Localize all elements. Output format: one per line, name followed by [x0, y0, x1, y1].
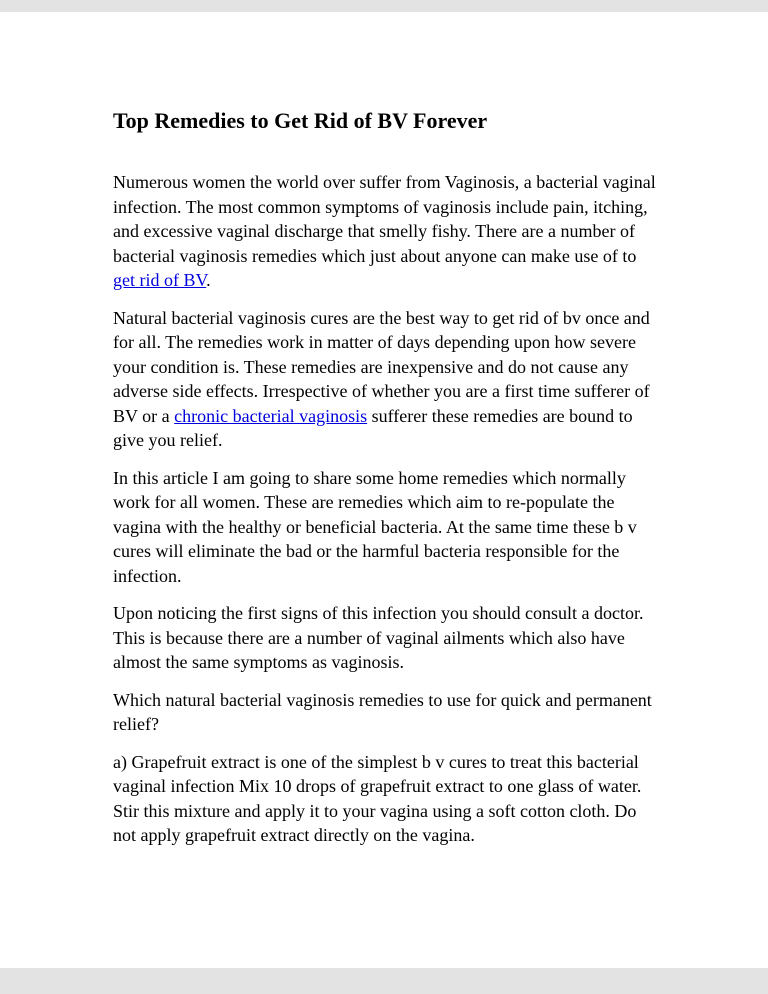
- paragraph-home-remedies: [113, 466, 658, 589]
- paragraph-text: Numerous women the world over suffer from Vaginosis, a bacterial vaginal infection. The most common symptoms of vaginosis include pain, itching, and excessive vaginal discharge that smelly fishy. There are a number of bacterial vaginosis remedies which just about anyone can make use of to: [113, 172, 656, 266]
- paragraph-text: Natural bacterial vaginosis cures are the best way to get rid of bv once and for all. The remedies work in matter of days depending upon how severe your condition is. These remedies are inexpensive and do not cause any adverse side effects. Irrespective of whether you are a first time sufferer of BV or a: [113, 307, 650, 426]
- inline-link-chronic-bacterial-vaginosis[interactable]: chronic bacterial vaginosis: [174, 405, 368, 426]
- paragraph-grapefruit-extract: [113, 750, 658, 848]
- paragraph-consult-doctor: [113, 601, 658, 675]
- inline-link-get-rid-of-bv[interactable]: get rid of BV: [113, 270, 207, 290]
- document-page: [0, 12, 768, 968]
- paragraph-natural-cures: [113, 306, 658, 453]
- paragraph-text: Which natural bacterial vaginosis remedies to use for quick and permanent relief?: [113, 689, 652, 734]
- paragraph-intro: [113, 170, 658, 293]
- paragraph-text: a) Grapefruit extract is one of the simplest b v cures to treat this bacterial vaginal infection Mix 10 drops of grapefruit extract to one glass of water. Stir this mixture and apply it to your vagina using a soft cotton cloth. Do not apply grapefruit extract directly on the vagina.: [113, 751, 642, 845]
- paragraph-text: sufferer these remedies are bound to give you relief.: [113, 405, 633, 450]
- document-title: Top Remedies to Get Rid of BV Forever: [113, 108, 488, 133]
- paragraph-text: Upon noticing the first signs of this infection you should consult a doctor. This is because there are a number of vaginal ailments which also have almost the same symptoms as vaginosis.: [113, 603, 644, 672]
- paragraph-question: [113, 688, 658, 737]
- paragraph-text: In this article I am going to share some home remedies which normally work for all women. These are remedies which aim to re-populate the vagina with the healthy or beneficial bacteria. At the same time these b v cures will eliminate the bad or the harmful bacteria responsible for the infection.: [113, 467, 637, 586]
- paragraph-text: .: [206, 270, 211, 290]
